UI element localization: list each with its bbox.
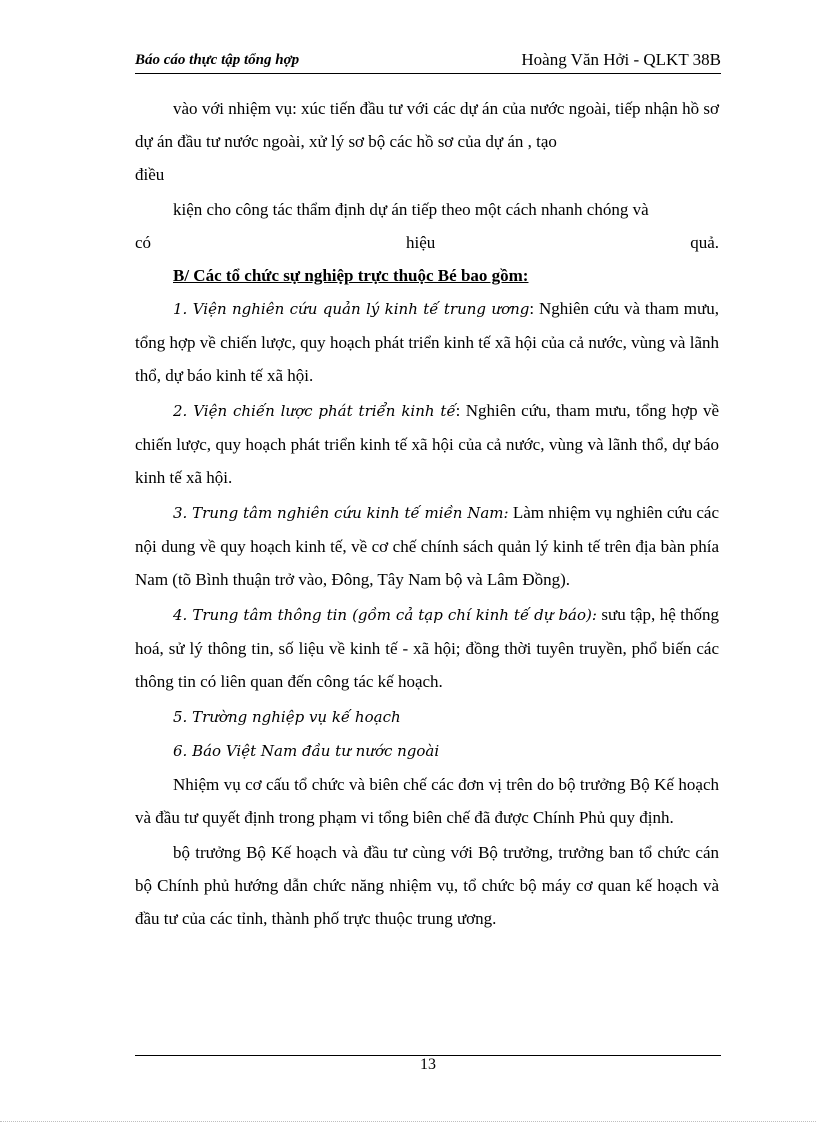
paragraph-1-end: điều [135,165,165,184]
page-header [135,49,721,74]
page-edge-divider [0,1121,816,1122]
page-body [135,92,719,935]
item-2-title: 2. Viện chiến lược phát triển kinh tế [173,402,456,420]
item-6-title: 6. Báo Việt Nam đầu tư nước ngoài [173,742,440,760]
item-5 [135,700,719,734]
item-4-text: sưu tập, hệ thống hoá, sử lý thông tin, số liệu về kinh tế - xã hội; đồng thời tuyên truyền, phổ biến các thông tin có liên quan đến công tác kế hoạch. [135,605,719,691]
header-author: Hoàng Văn Hởi - QLKT 38B [521,50,721,69]
paragraph-3: Nhiệm vụ cơ cấu tổ chức và biên chế các đơn vị trên do bộ trưởng Bộ Kế hoạch và đầu tư quyết định trong phạm vi tổng biên chế đã được Chính Phủ quy định. [135,775,719,827]
item-4-title: 4. Trung tâm thông tin (gồm cả tạp chí kinh tế dự báo): [173,606,597,624]
item-6 [135,734,719,768]
paragraph-1: vào với nhiệm vụ: xúc tiến đầu tư với các dự án của nước ngoài, tiếp nhận hồ sơ dự án đầu tư nước ngoài, xử lý sơ bộ các hồ sơ của dự án , tạo [135,99,719,151]
page-number: 13 [420,1056,436,1073]
item-2-text: : Nghiên cứu, tham mưu, tổng hợp về chiến lược, quy hoạch phát triển kinh tế xã hội của cả nước, vùng và lãnh thổ, dự báo kinh tế xã hội. [135,401,719,487]
item-1 [135,292,719,392]
paragraph-2: kiện cho công tác thẩm định dự án tiếp theo một cách nhanh chóng và [173,200,649,219]
spread-word-1: có [135,233,152,252]
item-3-text: Làm nhiệm vụ nghiên cứu các nội dung về quy hoạch kinh tế, về cơ chế chính sách quản lý kinh tế trên địa bàn phía Nam (tõ Bình thuận trở vào, Đông, Tây Nam bộ và Lâm Đồng). [135,503,720,589]
item-2 [135,394,719,494]
item-4 [135,598,719,698]
spread-word-3: quả. [690,233,719,252]
paragraph-4: bộ trưởng Bộ Kế hoạch và đầu tư cùng với Bộ trưởng, trưởng ban tổ chức cán bộ Chính phủ hướng dẫn chức năng nhiệm vụ, tổ chức bộ máy cơ quan kế hoạch và đầu tư của các tỉnh, thành phố trực thuộc trung ương. [135,843,719,928]
item-1-title: 1. Viện nghiên cứu quản lý kinh tế trung ương [173,300,530,318]
item-5-title: 5. Trường nghiệp vụ kế hoạch [173,708,401,726]
spread-word-2: hiệu [405,233,436,252]
section-heading-text: B/ Các tổ chức sự nghiệp trực thuộc Bé bao gồm: [173,266,529,285]
section-heading [135,259,719,292]
item-3-title: 3. Trung tâm nghiên cứu kinh tế miền Nam: [173,504,509,522]
paragraph-2-spread-line [135,226,719,259]
item-1-text: : Nghiên cứu và tham mưu, tổng hợp về chiến lược, quy hoạch phát triển kinh tế xã hội của cả nước, vùng và lãnh thổ, dự báo kinh tế xã hội. [135,299,719,385]
item-3 [135,496,719,596]
header-report-title: Báo cáo thực tập tổng hợp [135,52,300,68]
